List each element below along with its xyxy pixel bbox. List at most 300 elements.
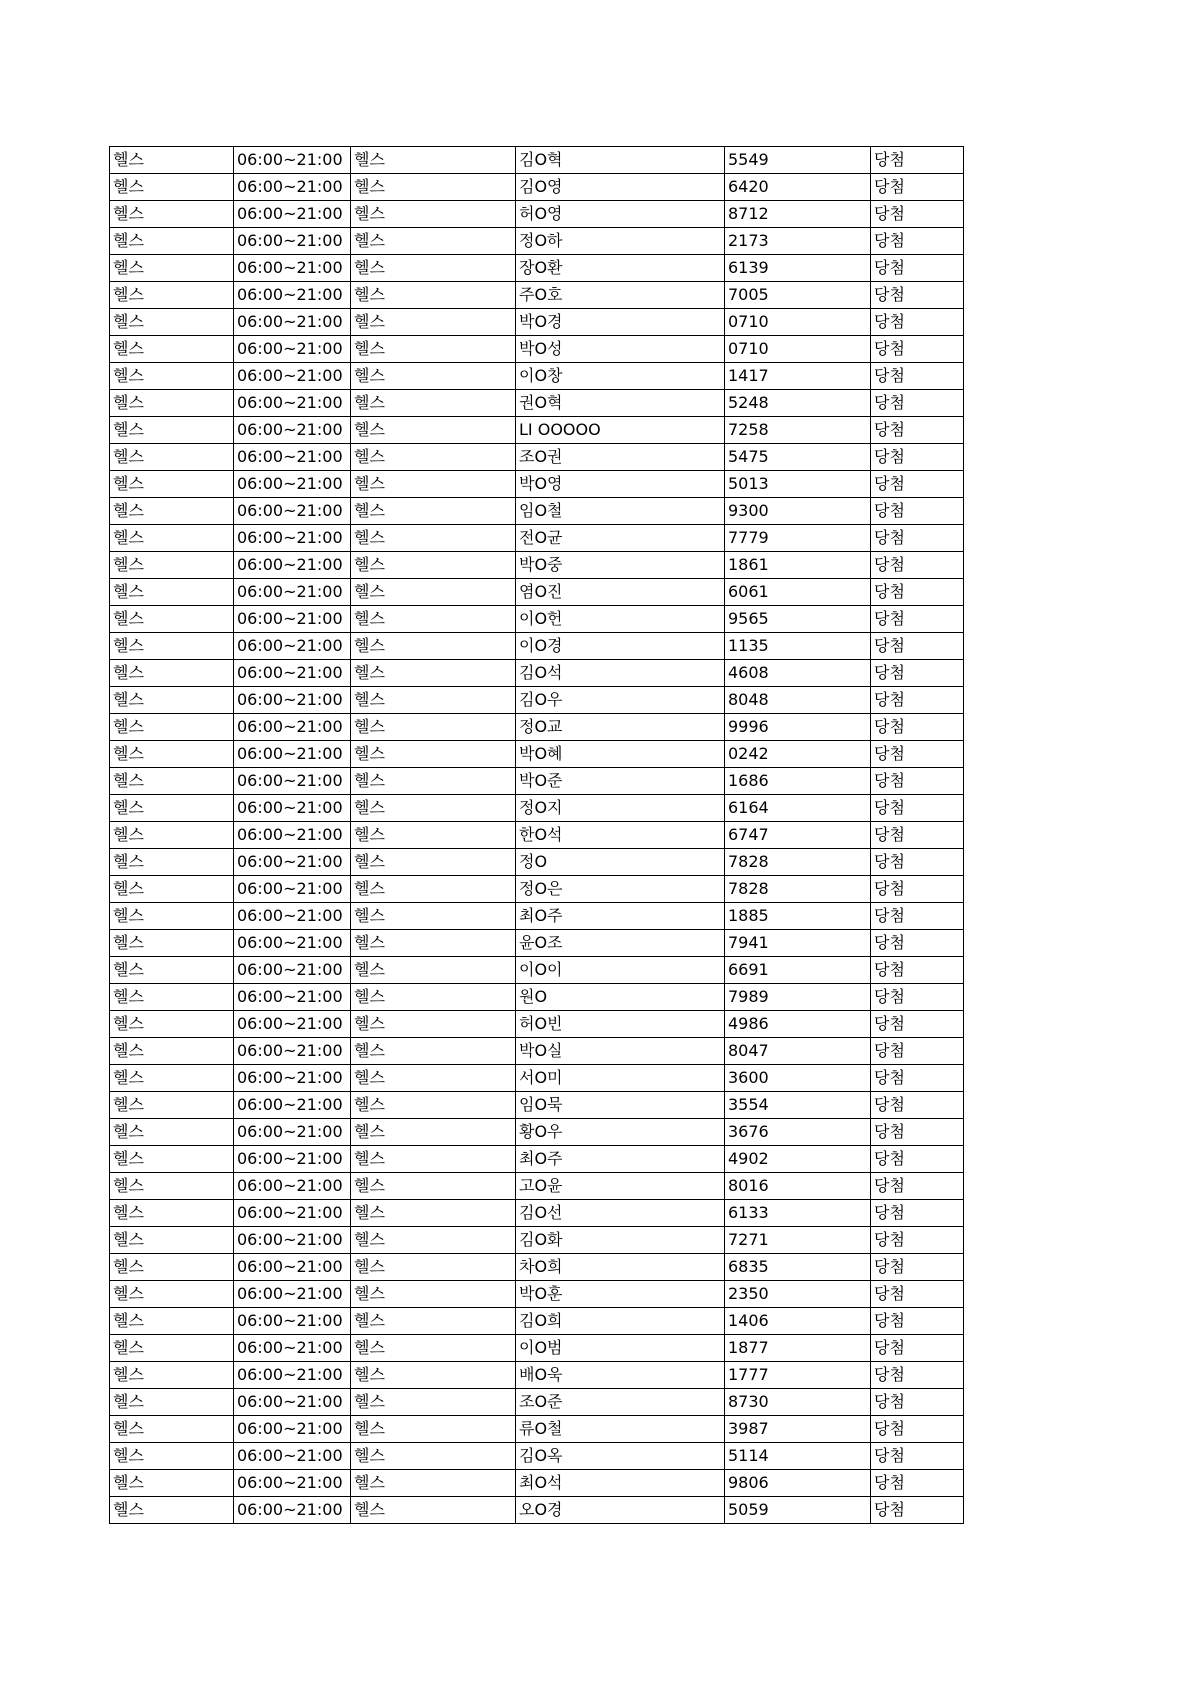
result-cell: 당첨 <box>871 552 964 579</box>
phone-suffix-cell: 7941 <box>725 930 871 957</box>
category-cell: 헬스 <box>351 444 516 471</box>
name-cell: 김O옥 <box>516 1443 725 1470</box>
category-cell: 헬스 <box>351 768 516 795</box>
time-cell: 06:00~21:00 <box>234 606 351 633</box>
program-cell: 헬스 <box>110 1443 234 1470</box>
phone-suffix-cell: 8048 <box>725 687 871 714</box>
table-row <box>110 660 964 687</box>
program-cell: 헬스 <box>110 147 234 174</box>
time-cell: 06:00~21:00 <box>234 957 351 984</box>
time-cell: 06:00~21:00 <box>234 390 351 417</box>
table-row <box>110 1335 964 1362</box>
result-cell: 당첨 <box>871 768 964 795</box>
program-cell: 헬스 <box>110 1362 234 1389</box>
category-cell: 헬스 <box>351 714 516 741</box>
result-cell: 당첨 <box>871 687 964 714</box>
program-cell: 헬스 <box>110 1146 234 1173</box>
time-cell: 06:00~21:00 <box>234 147 351 174</box>
table-row <box>110 471 964 498</box>
phone-suffix-cell: 6747 <box>725 822 871 849</box>
result-cell: 당첨 <box>871 1335 964 1362</box>
name-cell: 박O경 <box>516 309 725 336</box>
program-cell: 헬스 <box>110 417 234 444</box>
category-cell: 헬스 <box>351 525 516 552</box>
program-cell: 헬스 <box>110 390 234 417</box>
result-cell: 당첨 <box>871 1497 964 1524</box>
name-cell: 김O혁 <box>516 147 725 174</box>
name-cell: 염O진 <box>516 579 725 606</box>
phone-suffix-cell: 2173 <box>725 228 871 255</box>
result-cell: 당첨 <box>871 1254 964 1281</box>
phone-suffix-cell: 3554 <box>725 1092 871 1119</box>
phone-suffix-cell: 8016 <box>725 1173 871 1200</box>
category-cell: 헬스 <box>351 660 516 687</box>
name-cell: 황O우 <box>516 1119 725 1146</box>
time-cell: 06:00~21:00 <box>234 201 351 228</box>
program-cell: 헬스 <box>110 579 234 606</box>
category-cell: 헬스 <box>351 1200 516 1227</box>
phone-suffix-cell: 4608 <box>725 660 871 687</box>
name-cell: 차O희 <box>516 1254 725 1281</box>
name-cell: 박O훈 <box>516 1281 725 1308</box>
category-cell: 헬스 <box>351 903 516 930</box>
result-cell: 당첨 <box>871 822 964 849</box>
program-cell: 헬스 <box>110 849 234 876</box>
phone-suffix-cell: 5114 <box>725 1443 871 1470</box>
phone-suffix-cell: 3987 <box>725 1416 871 1443</box>
category-cell: 헬스 <box>351 1173 516 1200</box>
phone-suffix-cell: 7828 <box>725 876 871 903</box>
result-cell: 당첨 <box>871 309 964 336</box>
category-cell: 헬스 <box>351 1335 516 1362</box>
category-cell: 헬스 <box>351 174 516 201</box>
phone-suffix-cell: 1885 <box>725 903 871 930</box>
name-cell: 임O묵 <box>516 1092 725 1119</box>
table-row <box>110 1173 964 1200</box>
time-cell: 06:00~21:00 <box>234 552 351 579</box>
category-cell: 헬스 <box>351 147 516 174</box>
phone-suffix-cell: 5475 <box>725 444 871 471</box>
table-row <box>110 147 964 174</box>
result-cell: 당첨 <box>871 363 964 390</box>
category-cell: 헬스 <box>351 1119 516 1146</box>
result-cell: 당첨 <box>871 1200 964 1227</box>
time-cell: 06:00~21:00 <box>234 228 351 255</box>
time-cell: 06:00~21:00 <box>234 1119 351 1146</box>
phone-suffix-cell: 4986 <box>725 1011 871 1038</box>
table-row <box>110 903 964 930</box>
result-cell: 당첨 <box>871 606 964 633</box>
time-cell: 06:00~21:00 <box>234 1308 351 1335</box>
table-row <box>110 417 964 444</box>
table-row <box>110 1200 964 1227</box>
time-cell: 06:00~21:00 <box>234 984 351 1011</box>
program-cell: 헬스 <box>110 525 234 552</box>
result-cell: 당첨 <box>871 714 964 741</box>
table-row <box>110 1416 964 1443</box>
result-cell: 당첨 <box>871 201 964 228</box>
name-cell: 전O균 <box>516 525 725 552</box>
table-row <box>110 822 964 849</box>
phone-suffix-cell: 1877 <box>725 1335 871 1362</box>
category-cell: 헬스 <box>351 795 516 822</box>
phone-suffix-cell: 5248 <box>725 390 871 417</box>
program-cell: 헬스 <box>110 498 234 525</box>
name-cell: 권O혁 <box>516 390 725 417</box>
result-cell: 당첨 <box>871 255 964 282</box>
time-cell: 06:00~21:00 <box>234 1227 351 1254</box>
time-cell: 06:00~21:00 <box>234 282 351 309</box>
phone-suffix-cell: 6061 <box>725 579 871 606</box>
table-row <box>110 1443 964 1470</box>
table-row <box>110 633 964 660</box>
result-cell: 당첨 <box>871 1065 964 1092</box>
program-cell: 헬스 <box>110 714 234 741</box>
table-row <box>110 741 964 768</box>
result-cell: 당첨 <box>871 282 964 309</box>
table-row <box>110 930 964 957</box>
result-cell: 당첨 <box>871 147 964 174</box>
program-cell: 헬스 <box>110 1497 234 1524</box>
phone-suffix-cell: 9996 <box>725 714 871 741</box>
table-row <box>110 1092 964 1119</box>
name-cell: 한O석 <box>516 822 725 849</box>
time-cell: 06:00~21:00 <box>234 930 351 957</box>
phone-suffix-cell: 7271 <box>725 1227 871 1254</box>
phone-suffix-cell: 6164 <box>725 795 871 822</box>
name-cell: 이O이 <box>516 957 725 984</box>
phone-suffix-cell: 0710 <box>725 336 871 363</box>
name-cell: 이O경 <box>516 633 725 660</box>
category-cell: 헬스 <box>351 471 516 498</box>
time-cell: 06:00~21:00 <box>234 1038 351 1065</box>
result-cell: 당첨 <box>871 795 964 822</box>
time-cell: 06:00~21:00 <box>234 903 351 930</box>
program-cell: 헬스 <box>110 768 234 795</box>
time-cell: 06:00~21:00 <box>234 714 351 741</box>
phone-suffix-cell: 5013 <box>725 471 871 498</box>
result-cell: 당첨 <box>871 1092 964 1119</box>
result-cell: 당첨 <box>871 660 964 687</box>
time-cell: 06:00~21:00 <box>234 471 351 498</box>
category-cell: 헬스 <box>351 1011 516 1038</box>
category-cell: 헬스 <box>351 984 516 1011</box>
table-row <box>110 957 964 984</box>
time-cell: 06:00~21:00 <box>234 849 351 876</box>
table-row <box>110 1308 964 1335</box>
name-cell: 조O권 <box>516 444 725 471</box>
time-cell: 06:00~21:00 <box>234 741 351 768</box>
phone-suffix-cell: 0242 <box>725 741 871 768</box>
program-cell: 헬스 <box>110 903 234 930</box>
name-cell: 주O호 <box>516 282 725 309</box>
table-row <box>110 552 964 579</box>
result-cell: 당첨 <box>871 1011 964 1038</box>
name-cell: 정O하 <box>516 228 725 255</box>
program-cell: 헬스 <box>110 1173 234 1200</box>
result-cell: 당첨 <box>871 1227 964 1254</box>
result-cell: 당첨 <box>871 1173 964 1200</box>
category-cell: 헬스 <box>351 1065 516 1092</box>
program-cell: 헬스 <box>110 1065 234 1092</box>
phone-suffix-cell: 7005 <box>725 282 871 309</box>
time-cell: 06:00~21:00 <box>234 363 351 390</box>
program-cell: 헬스 <box>110 552 234 579</box>
category-cell: 헬스 <box>351 579 516 606</box>
time-cell: 06:00~21:00 <box>234 1281 351 1308</box>
program-cell: 헬스 <box>110 1092 234 1119</box>
time-cell: 06:00~21:00 <box>234 633 351 660</box>
phone-suffix-cell: 0710 <box>725 309 871 336</box>
program-cell: 헬스 <box>110 282 234 309</box>
name-cell: 김O선 <box>516 1200 725 1227</box>
result-cell: 당첨 <box>871 336 964 363</box>
result-cell: 당첨 <box>871 1362 964 1389</box>
program-cell: 헬스 <box>110 444 234 471</box>
table-row <box>110 984 964 1011</box>
table-row <box>110 1119 964 1146</box>
category-cell: 헬스 <box>351 552 516 579</box>
result-cell: 당첨 <box>871 471 964 498</box>
table-row <box>110 255 964 282</box>
table-row <box>110 444 964 471</box>
name-cell: 김O석 <box>516 660 725 687</box>
phone-suffix-cell: 6835 <box>725 1254 871 1281</box>
phone-suffix-cell: 6133 <box>725 1200 871 1227</box>
program-cell: 헬스 <box>110 201 234 228</box>
result-cell: 당첨 <box>871 1038 964 1065</box>
time-cell: 06:00~21:00 <box>234 1416 351 1443</box>
phone-suffix-cell: 6139 <box>725 255 871 282</box>
category-cell: 헬스 <box>351 1497 516 1524</box>
program-cell: 헬스 <box>110 822 234 849</box>
time-cell: 06:00~21:00 <box>234 768 351 795</box>
category-cell: 헬스 <box>351 1308 516 1335</box>
table-row <box>110 1281 964 1308</box>
name-cell: 최O석 <box>516 1470 725 1497</box>
name-cell: 이O헌 <box>516 606 725 633</box>
category-cell: 헬스 <box>351 1362 516 1389</box>
result-cell: 당첨 <box>871 984 964 1011</box>
table-row <box>110 849 964 876</box>
result-cell: 당첨 <box>871 1416 964 1443</box>
time-cell: 06:00~21:00 <box>234 1173 351 1200</box>
table-row <box>110 579 964 606</box>
table-row <box>110 525 964 552</box>
category-cell: 헬스 <box>351 1227 516 1254</box>
name-cell: 조O준 <box>516 1389 725 1416</box>
program-cell: 헬스 <box>110 633 234 660</box>
phone-suffix-cell: 8047 <box>725 1038 871 1065</box>
category-cell: 헬스 <box>351 957 516 984</box>
name-cell: 서O미 <box>516 1065 725 1092</box>
result-cell: 당첨 <box>871 1443 964 1470</box>
phone-suffix-cell: 1777 <box>725 1362 871 1389</box>
category-cell: 헬스 <box>351 849 516 876</box>
time-cell: 06:00~21:00 <box>234 1335 351 1362</box>
program-cell: 헬스 <box>110 228 234 255</box>
name-cell: 배O욱 <box>516 1362 725 1389</box>
name-cell: 정O지 <box>516 795 725 822</box>
phone-suffix-cell: 1686 <box>725 768 871 795</box>
name-cell: 이O창 <box>516 363 725 390</box>
phone-suffix-cell: 1861 <box>725 552 871 579</box>
time-cell: 06:00~21:00 <box>234 579 351 606</box>
time-cell: 06:00~21:00 <box>234 309 351 336</box>
program-cell: 헬스 <box>110 1254 234 1281</box>
name-cell: 최O주 <box>516 903 725 930</box>
result-cell: 당첨 <box>871 174 964 201</box>
time-cell: 06:00~21:00 <box>234 795 351 822</box>
phone-suffix-cell: 7828 <box>725 849 871 876</box>
name-cell: 고O윤 <box>516 1173 725 1200</box>
time-cell: 06:00~21:00 <box>234 525 351 552</box>
category-cell: 헬스 <box>351 228 516 255</box>
phone-suffix-cell: 3676 <box>725 1119 871 1146</box>
name-cell: 정O교 <box>516 714 725 741</box>
name-cell: 박O준 <box>516 768 725 795</box>
name-cell: 박O혜 <box>516 741 725 768</box>
table-row <box>110 687 964 714</box>
phone-suffix-cell: 1406 <box>725 1308 871 1335</box>
result-cell: 당첨 <box>871 741 964 768</box>
time-cell: 06:00~21:00 <box>234 417 351 444</box>
table-row <box>110 1227 964 1254</box>
name-cell: 원O <box>516 984 725 1011</box>
result-cell: 당첨 <box>871 930 964 957</box>
result-cell: 당첨 <box>871 417 964 444</box>
table-row <box>110 363 964 390</box>
phone-suffix-cell: 6420 <box>725 174 871 201</box>
program-cell: 헬스 <box>110 471 234 498</box>
time-cell: 06:00~21:00 <box>234 444 351 471</box>
phone-suffix-cell: 1417 <box>725 363 871 390</box>
program-cell: 헬스 <box>110 1470 234 1497</box>
time-cell: 06:00~21:00 <box>234 822 351 849</box>
name-cell: 박O영 <box>516 471 725 498</box>
table-row <box>110 201 964 228</box>
name-cell: 최O주 <box>516 1146 725 1173</box>
program-cell: 헬스 <box>110 1200 234 1227</box>
category-cell: 헬스 <box>351 1416 516 1443</box>
program-cell: 헬스 <box>110 876 234 903</box>
result-cell: 당첨 <box>871 903 964 930</box>
table-row <box>110 228 964 255</box>
name-cell: 김O영 <box>516 174 725 201</box>
result-cell: 당첨 <box>871 579 964 606</box>
result-cell: 당첨 <box>871 1470 964 1497</box>
name-cell: 허O영 <box>516 201 725 228</box>
time-cell: 06:00~21:00 <box>234 174 351 201</box>
name-cell: 임O철 <box>516 498 725 525</box>
phone-suffix-cell: 9565 <box>725 606 871 633</box>
results-table <box>109 146 964 1524</box>
phone-suffix-cell: 6691 <box>725 957 871 984</box>
phone-suffix-cell: 9300 <box>725 498 871 525</box>
result-cell: 당첨 <box>871 444 964 471</box>
result-cell: 당첨 <box>871 525 964 552</box>
category-cell: 헬스 <box>351 336 516 363</box>
phone-suffix-cell: 8712 <box>725 201 871 228</box>
name-cell: 박O성 <box>516 336 725 363</box>
phone-suffix-cell: 7258 <box>725 417 871 444</box>
program-cell: 헬스 <box>110 1011 234 1038</box>
name-cell: 오O경 <box>516 1497 725 1524</box>
program-cell: 헬스 <box>110 1389 234 1416</box>
table-row <box>110 1065 964 1092</box>
time-cell: 06:00~21:00 <box>234 1389 351 1416</box>
table-row <box>110 336 964 363</box>
name-cell: 정O은 <box>516 876 725 903</box>
phone-suffix-cell: 4902 <box>725 1146 871 1173</box>
category-cell: 헬스 <box>351 282 516 309</box>
table-row <box>110 606 964 633</box>
table-row <box>110 390 964 417</box>
phone-suffix-cell: 2350 <box>725 1281 871 1308</box>
program-cell: 헬스 <box>110 1308 234 1335</box>
category-cell: 헬스 <box>351 633 516 660</box>
category-cell: 헬스 <box>351 417 516 444</box>
category-cell: 헬스 <box>351 687 516 714</box>
phone-suffix-cell: 5549 <box>725 147 871 174</box>
table-row <box>110 1497 964 1524</box>
name-cell: 김O화 <box>516 1227 725 1254</box>
table-row <box>110 714 964 741</box>
category-cell: 헬스 <box>351 1092 516 1119</box>
table-row <box>110 1389 964 1416</box>
table-row <box>110 498 964 525</box>
name-cell: 윤O조 <box>516 930 725 957</box>
category-cell: 헬스 <box>351 1470 516 1497</box>
table-row <box>110 1254 964 1281</box>
category-cell: 헬스 <box>351 1038 516 1065</box>
program-cell: 헬스 <box>110 1038 234 1065</box>
phone-suffix-cell: 1135 <box>725 633 871 660</box>
category-cell: 헬스 <box>351 1254 516 1281</box>
time-cell: 06:00~21:00 <box>234 1254 351 1281</box>
phone-suffix-cell: 3600 <box>725 1065 871 1092</box>
time-cell: 06:00~21:00 <box>234 1362 351 1389</box>
category-cell: 헬스 <box>351 1389 516 1416</box>
result-cell: 당첨 <box>871 1281 964 1308</box>
result-cell: 당첨 <box>871 1308 964 1335</box>
program-cell: 헬스 <box>110 984 234 1011</box>
result-cell: 당첨 <box>871 849 964 876</box>
table-row <box>110 876 964 903</box>
table-row <box>110 1470 964 1497</box>
name-cell: LI OOOOO <box>516 417 725 444</box>
name-cell: 장O환 <box>516 255 725 282</box>
program-cell: 헬스 <box>110 255 234 282</box>
phone-suffix-cell: 7779 <box>725 525 871 552</box>
result-cell: 당첨 <box>871 876 964 903</box>
program-cell: 헬스 <box>110 309 234 336</box>
category-cell: 헬스 <box>351 1146 516 1173</box>
category-cell: 헬스 <box>351 255 516 282</box>
category-cell: 헬스 <box>351 1281 516 1308</box>
phone-suffix-cell: 8730 <box>725 1389 871 1416</box>
name-cell: 김O희 <box>516 1308 725 1335</box>
time-cell: 06:00~21:00 <box>234 498 351 525</box>
time-cell: 06:00~21:00 <box>234 1497 351 1524</box>
name-cell: 이O범 <box>516 1335 725 1362</box>
table-row <box>110 1146 964 1173</box>
table-row <box>110 282 964 309</box>
program-cell: 헬스 <box>110 606 234 633</box>
result-cell: 당첨 <box>871 957 964 984</box>
program-cell: 헬스 <box>110 660 234 687</box>
program-cell: 헬스 <box>110 930 234 957</box>
